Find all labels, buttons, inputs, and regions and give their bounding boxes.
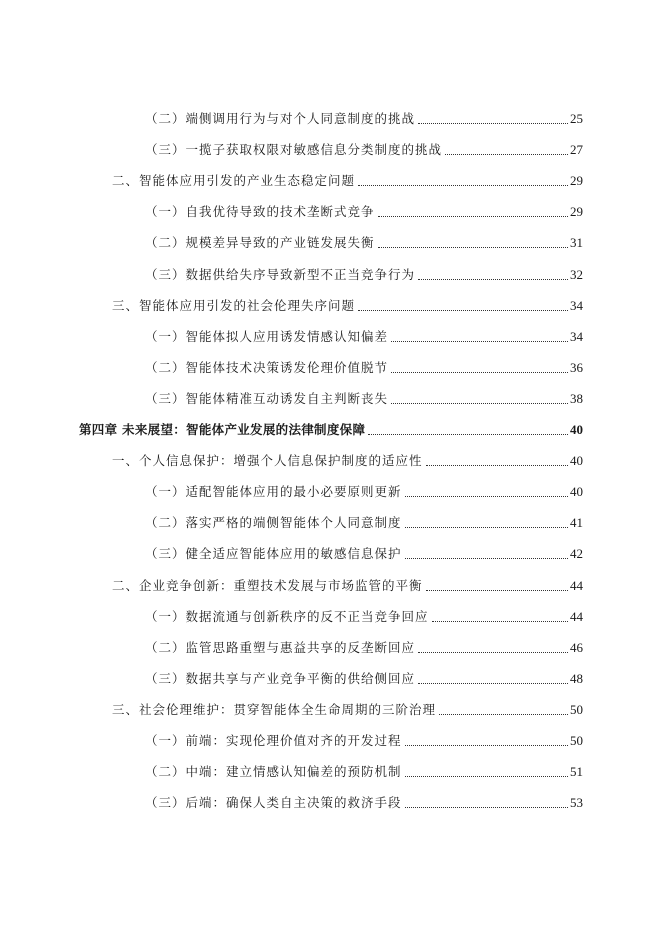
toc-subsection-entry[interactable] bbox=[145, 514, 583, 532]
toc-entry-title: 三、社会伦理维护：贯穿智能体全生命周期的三阶治理 bbox=[112, 701, 437, 717]
toc-page-number: 32 bbox=[570, 266, 583, 282]
toc-page-number: 38 bbox=[570, 390, 583, 406]
toc-entry-title: （一）数据流通与创新秩序的反不正当竞争回应 bbox=[145, 608, 429, 624]
toc-page-number: 34 bbox=[570, 328, 583, 344]
toc-page-number: 40 bbox=[570, 422, 583, 437]
toc-page-number: 48 bbox=[570, 670, 583, 686]
toc-subsection-entry[interactable] bbox=[145, 608, 583, 626]
toc-entry-title: 第四章 未来展望：智能体产业发展的法律制度保障 bbox=[79, 422, 366, 437]
toc-dot-leader bbox=[358, 184, 568, 186]
toc-subsection-entry[interactable] bbox=[145, 266, 583, 284]
toc-entry-title: （三）一揽子获取权限对敏感信息分类制度的挑战 bbox=[145, 142, 443, 158]
toc-page-number: 29 bbox=[570, 204, 583, 220]
toc-page-number: 50 bbox=[570, 733, 583, 748]
toc-entry-title: （三）智能体精准互动诱发自主判断丧失 bbox=[145, 390, 389, 406]
toc-entry-title: （二）中端：建立情感认知偏差的预防机制 bbox=[145, 764, 402, 780]
toc-dot-leader bbox=[405, 744, 568, 746]
toc-entry-title: （一）智能体拟人应用诱发情感认知偏差 bbox=[145, 328, 389, 344]
toc-page-number: 40 bbox=[570, 484, 583, 500]
toc-subsection-entry[interactable] bbox=[145, 110, 583, 128]
toc-subsection-entry[interactable] bbox=[145, 763, 583, 781]
toc-subsection-entry[interactable] bbox=[145, 483, 583, 501]
toc-section-entry[interactable] bbox=[112, 701, 583, 719]
toc-page-number: 41 bbox=[570, 515, 583, 531]
toc-entry-title: （二）落实严格的端侧智能体个人同意制度 bbox=[145, 515, 402, 531]
toc-page-number: 50 bbox=[570, 701, 583, 717]
toc-dot-leader bbox=[368, 433, 568, 435]
toc-entry-title: 二、智能体应用引发的产业生态稳定问题 bbox=[112, 173, 356, 189]
toc-subsection-entry[interactable] bbox=[145, 639, 583, 657]
toc-dot-leader bbox=[405, 557, 568, 559]
toc-entry-title: （一）适配智能体应用的最小必要原则更新 bbox=[145, 484, 402, 500]
toc-section-entry[interactable] bbox=[112, 577, 583, 595]
toc-dot-leader bbox=[391, 402, 568, 404]
toc-section-entry[interactable] bbox=[112, 297, 583, 315]
toc-page-number: 25 bbox=[570, 111, 583, 126]
toc-dot-leader bbox=[418, 651, 568, 653]
toc-dot-leader bbox=[418, 682, 568, 684]
toc-chapter-entry[interactable] bbox=[79, 421, 583, 439]
toc-dot-leader bbox=[358, 309, 568, 311]
toc-dot-leader bbox=[391, 340, 568, 342]
toc-page-number: 29 bbox=[570, 173, 583, 189]
toc-subsection-entry[interactable] bbox=[145, 359, 583, 377]
toc-entry-title: （三）数据供给失序导致新型不正当竞争行为 bbox=[145, 266, 416, 282]
toc-page-number: 31 bbox=[570, 235, 583, 251]
toc-entry-title: （二）端侧调用行为与对个人同意制度的挑战 bbox=[145, 111, 416, 126]
toc-entry-title: （一）自我优待导致的技术垄断式竞争 bbox=[145, 204, 375, 220]
toc-entry-title: （二）监管思路重塑与惠益共享的反垄断回应 bbox=[145, 639, 416, 655]
toc-subsection-entry[interactable] bbox=[145, 545, 583, 563]
toc-page-number: 44 bbox=[570, 577, 583, 593]
toc-entry-title: 二、企业竞争创新：重塑技术发展与市场监管的平衡 bbox=[112, 577, 423, 593]
toc-subsection-entry[interactable] bbox=[145, 234, 583, 252]
toc-entry-title: （三）数据共享与产业竞争平衡的供给侧回应 bbox=[145, 670, 416, 686]
toc-subsection-entry[interactable] bbox=[145, 141, 583, 159]
toc-page-number: 44 bbox=[570, 608, 583, 624]
toc-dot-leader bbox=[405, 806, 568, 808]
toc-page-number: 36 bbox=[570, 359, 583, 375]
toc-dot-leader bbox=[432, 620, 568, 622]
toc-subsection-entry[interactable] bbox=[145, 328, 583, 346]
toc-entry-title: 三、智能体应用引发的社会伦理失序问题 bbox=[112, 297, 356, 313]
toc-subsection-entry[interactable] bbox=[145, 732, 583, 750]
toc-page-number: 51 bbox=[570, 764, 583, 780]
toc-dot-leader bbox=[378, 246, 568, 248]
toc-dot-leader bbox=[426, 589, 568, 591]
toc-dot-leader bbox=[378, 215, 568, 217]
toc-entry-title: （三）后端：确保人类自主决策的救济手段 bbox=[145, 795, 402, 811]
toc-dot-leader bbox=[418, 122, 568, 124]
toc-page-number: 53 bbox=[570, 795, 583, 811]
toc-entry-title: （三）健全适应智能体应用的敏感信息保护 bbox=[145, 546, 402, 562]
toc-subsection-entry[interactable] bbox=[145, 390, 583, 408]
toc-dot-leader bbox=[405, 775, 568, 777]
toc-dot-leader bbox=[405, 526, 568, 528]
toc-entry-title: （二）规模差异导致的产业链发展失衡 bbox=[145, 235, 375, 251]
toc-dot-leader bbox=[426, 464, 568, 466]
toc-page-number: 40 bbox=[570, 453, 583, 469]
toc-subsection-entry[interactable] bbox=[145, 794, 583, 812]
toc-dot-leader bbox=[391, 371, 568, 373]
toc-dot-leader bbox=[439, 713, 568, 715]
toc-page-number: 34 bbox=[570, 297, 583, 313]
toc-entry-title: （二）智能体技术决策诱发伦理价值脱节 bbox=[145, 359, 389, 375]
toc-dot-leader bbox=[445, 153, 568, 155]
toc-dot-leader bbox=[418, 278, 568, 280]
toc-subsection-entry[interactable] bbox=[145, 203, 583, 221]
toc-section-entry[interactable] bbox=[112, 452, 583, 470]
toc-dot-leader bbox=[405, 495, 568, 497]
toc-entry-title: （一）前端：实现伦理价值对齐的开发过程 bbox=[145, 733, 402, 748]
toc-page-number: 27 bbox=[570, 142, 583, 158]
toc-section-entry[interactable] bbox=[112, 172, 583, 190]
toc-entry-title: 一、个人信息保护：增强个人信息保护制度的适应性 bbox=[112, 453, 423, 469]
toc-page-number: 46 bbox=[570, 639, 583, 655]
toc-page-number: 42 bbox=[570, 546, 583, 562]
toc-subsection-entry[interactable] bbox=[145, 670, 583, 688]
